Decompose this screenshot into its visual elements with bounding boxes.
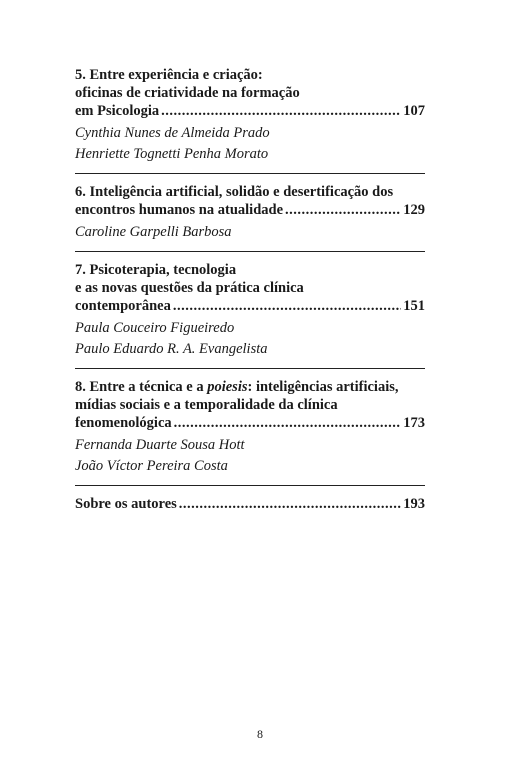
toc-entry <box>75 495 425 521</box>
entry-title-emphasis: poiesis <box>207 379 248 395</box>
toc-entry <box>75 378 425 486</box>
entry-title-last-line <box>75 297 425 315</box>
entry-author: Caroline Garpelli Barbosa <box>75 224 232 240</box>
entry-page-number: 107 <box>403 103 425 119</box>
entry-title-text: contemporânea <box>75 298 171 314</box>
entry-title-text: em Psicologia <box>75 103 160 119</box>
toc-entry <box>75 183 425 252</box>
dot-leader <box>173 297 401 315</box>
dot-leader <box>285 201 401 219</box>
entry-author: Paulo Eduardo R. A. Evangelista <box>75 341 268 357</box>
entry-author: João Víctor Pereira Costa <box>75 458 228 474</box>
entry-title-text: encontros humanos na atualidade <box>75 202 284 218</box>
entry-author: Cynthia Nunes de Almeida Prado <box>75 125 270 141</box>
entry-author: Henriette Tognetti Penha Morato <box>75 146 269 162</box>
entry-title-line: 5. Entre experiência e criação: <box>75 67 263 83</box>
entry-title-text: : inteligências artificiais, <box>247 379 399 395</box>
table-of-contents <box>75 66 425 530</box>
entry-title-last-line <box>75 414 425 432</box>
entry-page-number: 151 <box>403 298 425 314</box>
entry-title-line: e as novas questões da prática clínica <box>75 280 304 296</box>
entry-page-number: 129 <box>403 202 425 218</box>
entry-title-line: 6. Inteligência artificial, solidão e desertificação dos <box>75 184 394 200</box>
entry-page-number: 173 <box>403 415 425 431</box>
entry-title-line <box>75 378 425 396</box>
entry-author: Paula Couceiro Figueiredo <box>75 320 235 336</box>
toc-entry <box>75 66 425 174</box>
entry-title-line: oficinas de criatividade na formação <box>75 85 300 101</box>
entry-title-last-line <box>75 201 425 219</box>
entry-author: Fernanda Duarte Sousa Hott <box>75 437 245 453</box>
entry-title-text: fenomenológica <box>75 415 172 431</box>
toc-entry <box>75 261 425 369</box>
entry-title-last-line <box>75 102 425 120</box>
entry-page-number: 193 <box>403 496 425 512</box>
page-number: 8 <box>257 727 263 741</box>
entry-title-line: mídias sociais e a temporalidade da clínica <box>75 397 338 413</box>
entry-title-last-line <box>75 495 425 513</box>
entry-title-line: 7. Psicoterapia, tecnologia <box>75 262 237 278</box>
dot-leader <box>161 102 401 120</box>
dot-leader <box>179 495 401 513</box>
dot-leader <box>174 414 402 432</box>
entry-title-text: Sobre os autores <box>75 496 177 512</box>
entry-title-text: 8. Entre a técnica e a <box>75 379 208 395</box>
